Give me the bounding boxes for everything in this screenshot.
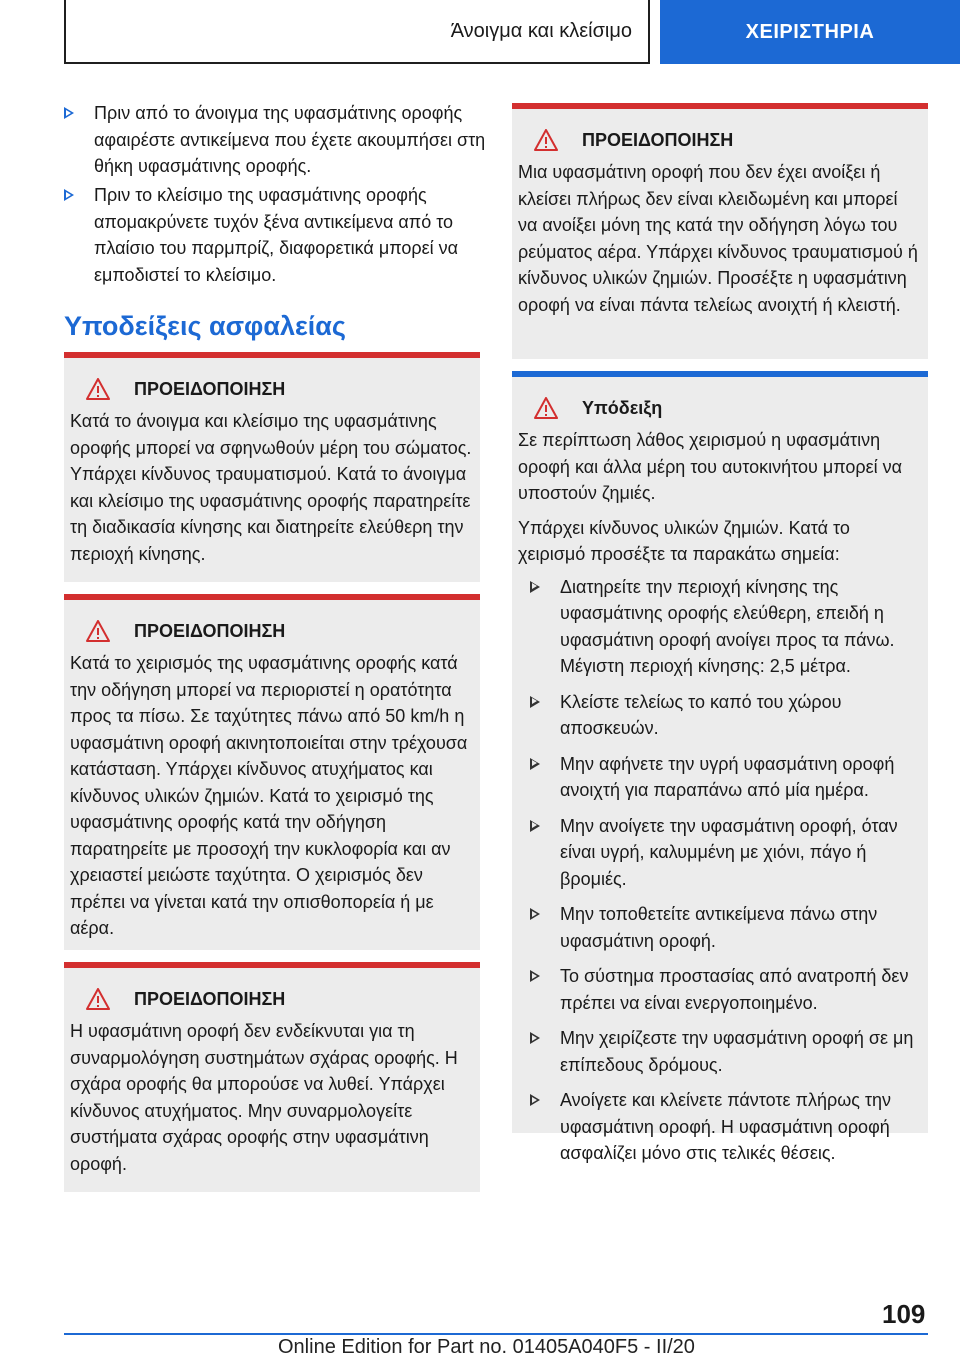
warning-triangle-icon bbox=[534, 129, 558, 151]
footer-divider bbox=[64, 1333, 928, 1335]
list-item: Μην τοποθετείτε αντικείμενα πάνω στην υφασμάτινη οροφή. bbox=[530, 901, 918, 954]
list-item: Πριν από το άνοιγμα της υφασμάτινης οροφής αφαιρέστε αντικείμενα που έχετε ακουμπήσει στη θήκη υφασμάτινης οροφής. bbox=[64, 100, 510, 180]
page-number: 109 bbox=[882, 1299, 926, 1329]
triangle-bullet-icon bbox=[530, 970, 540, 982]
warning-title: ΠΡΟΕΙΔΟΠΟΙΗΣΗ bbox=[64, 618, 480, 644]
triangle-bullet-icon bbox=[64, 107, 74, 119]
list-item: Διατηρείτε την περιοχή κίνησης της υφασμάτινης οροφής ελεύθερη, επειδή η υφασμάτινη οροφή ανοίγει προς τα πάνω. Μέγιστη περιοχή κίνησης: 2,5 μέτρα. bbox=[530, 574, 918, 680]
triangle-bullet-icon bbox=[64, 189, 74, 201]
note-text: Υπάρχει κίνδυνος υλικών ζημιών. Κατά το χειρισμό προσέξτε τα παρακάτω σημεία: bbox=[518, 517, 850, 564]
list-item: Το σύστημα προστασίας από ανατροπή δεν πρέπει να είναι ενεργοποιημένο. bbox=[530, 963, 918, 1016]
note-title: Υπόδειξη bbox=[512, 395, 928, 421]
warning-title: ΠΡΟΕΙΔΟΠΟΙΗΣΗ bbox=[64, 376, 480, 402]
section-title: Άνοιγμα και κλείσιμο bbox=[64, 0, 650, 64]
warning-box bbox=[512, 103, 928, 359]
warning-title: ΠΡΟΕΙΔΟΠΟΙΗΣΗ bbox=[64, 986, 480, 1012]
note-list bbox=[512, 568, 928, 1167]
warning-text: Κατά το άνοιγμα και κλείσιμο της υφασμάτινης οροφής μπορεί να σφηνωθούν μέρη του σώματος. Υπάρχει κίνδυνος τραυματισμού. Κατά το άνοιγμα και κλείσιμο της υφασμάτινης οροφής παρατηρείτε τη διαδικασία κίνησης και διατηρείτε ελεύθερη την περιοχή κίνησης. bbox=[70, 411, 472, 564]
list-item: Ανοίγετε και κλείνετε πάντοτε πλήρως την υφασμάτινη οροφή. Η υφασμάτινη οροφή ασφαλίζει μόνο στις τελικές θέσεις. bbox=[530, 1087, 918, 1167]
warning-box bbox=[64, 352, 480, 582]
edition-text: Online Edition for Part no. 01405A040F5 - II/20 bbox=[278, 1336, 695, 1358]
triangle-bullet-icon bbox=[530, 1032, 540, 1044]
triangle-bullet-icon bbox=[530, 696, 540, 708]
triangle-bullet-icon bbox=[530, 820, 540, 832]
list-item: Μην ανοίγετε την υφασμάτινη οροφή, όταν είναι υγρή, καλυμμένη με χιόνι, πάγο ή βρομιές. bbox=[530, 813, 918, 893]
warning-text: Μια υφασμάτινη οροφή που δεν έχει ανοίξει ή κλείσει πλήρως δεν είναι κλειδωμένη και μπορεί να ανοίξει μόνη της κατά την οδήγηση λόγω του ρεύματος αέρα. Υπάρχει κίνδυνος τραυματισμού ή κίνδυνος υλικών ζημιών. Προσέξτε η υφασμάτινη οροφή να είναι πάντα τελείως ανοιχτή ή κλειστή. bbox=[518, 162, 918, 315]
triangle-bullet-icon bbox=[530, 581, 540, 593]
chapter-tab[interactable]: ΧΕΙΡΙΣΤΗΡΙΑ bbox=[660, 0, 960, 64]
warning-text: Κατά το χειρισμός της υφασμάτινης οροφής κατά την οδήγηση μπορεί να περιοριστεί η ορατότητα προς τα πίσω. Σε ταχύτητες πάνω από 50 km/h η υφασμάτινη οροφή ακινητοποιείται στην τρέχουσα κατάσταση. Υπάρχει κίνδυνος ατυχήματος και κίνδυνος υλικών ζημιών. Κατά το χειρισμό της υφασμάτινης οροφής κατά την οδήγηση παρατηρείτε με προσοχή την κυκλοφορία και αν χρειαστεί μειώστε ταχύτητα. Ο χειρισμός δεν πρέπει να γίνεται κατά την οπισθοπορεία ή με αέρα. bbox=[70, 653, 468, 938]
warning-triangle-icon bbox=[86, 378, 110, 400]
warning-box bbox=[64, 594, 480, 950]
warning-text: Η υφασμάτινη οροφή δεν ενδείκνυται για τη συναρμολόγηση συστημάτων σχάρας οροφής. Η σχάρα οροφής θα μπορούσε να λυθεί. Υπάρχει κίνδυνος ατυχήματος. Μην συναρμολογείτε συστήματα σχάρας οροφής στην υφασμάτινη οροφή. bbox=[70, 1021, 458, 1174]
triangle-bullet-icon bbox=[530, 908, 540, 920]
section-heading: Υποδείξεις ασφαλείας bbox=[64, 311, 346, 341]
note-text: Σε περίπτωση λάθος χειρισμού η υφασμάτινη οροφή και άλλα μέρη του αυτοκινήτου μπορεί να υποστούν ζημιές. bbox=[518, 430, 903, 503]
triangle-bullet-icon bbox=[530, 758, 540, 770]
warning-triangle-icon bbox=[86, 620, 110, 642]
note-box bbox=[512, 371, 928, 1163]
list-item: Κλείστε τελείως το καπό του χώρου αποσκευών. bbox=[530, 689, 918, 742]
triangle-bullet-icon bbox=[530, 1094, 540, 1106]
warning-triangle-icon bbox=[86, 988, 110, 1010]
warning-box bbox=[64, 962, 480, 1192]
list-item: Πριν το κλείσιμο της υφασμάτινης οροφής απομακρύνετε τυχόν ξένα αντικείμενα από το πλαίσιο του παρμπρίζ, διαφορετικά μπορεί να εμποδιστεί το κλείσιμο. bbox=[64, 182, 510, 288]
warning-title: ΠΡΟΕΙΔΟΠΟΙΗΣΗ bbox=[512, 127, 928, 153]
caution-triangle-icon bbox=[534, 397, 558, 419]
list-item: Μην αφήνετε την υγρή υφασμάτινη οροφή ανοιχτή για παραπάνω από μία ημέρα. bbox=[530, 751, 918, 804]
list-item: Μην χειρίζεστε την υφασμάτινη οροφή σε μη επίπεδους δρόμους. bbox=[530, 1025, 918, 1078]
